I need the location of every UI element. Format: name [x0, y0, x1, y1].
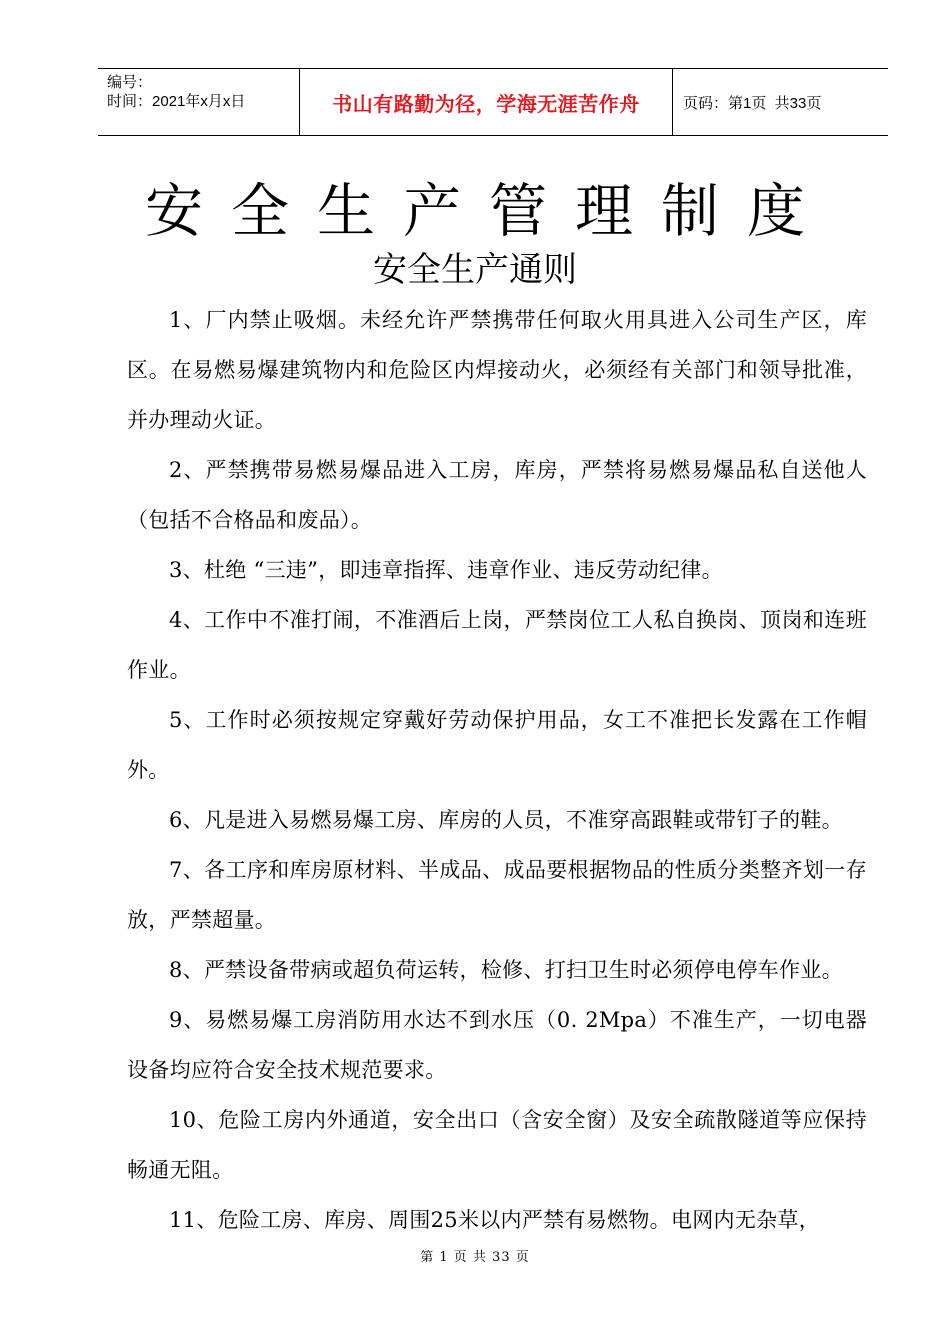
- header-page-info: [673, 69, 888, 135]
- paragraph-7: 7、各工序和库房原材料、半成品、成品要根据物品的性质分类整齐划一存放，严禁超量。: [127, 858, 867, 932]
- document-header: [98, 68, 888, 136]
- header-motto: 书山有路勤为径，学海无涯苦作舟: [300, 69, 673, 135]
- paragraph-11: 11、危险工房、库房、周围25米以内严禁有易燃物。电网内无杂草，: [169, 1208, 821, 1232]
- paragraph-6: 6、凡是进入易燃易爆工房、库房的人员，不准穿高跟鞋或带钉子的鞋。: [169, 808, 843, 832]
- document-subtitle: 安全生产通则: [373, 250, 577, 290]
- paragraph-8: 8、严禁设备带病或超负荷运转，检修、打扫卫生时必须停电停车作业。: [169, 958, 843, 982]
- paragraph-4: 4、工作中不准打闹，不准酒后上岗，严禁岗位工人私自换岗、顶岗和连班作业。: [127, 608, 867, 682]
- document-body: [127, 295, 867, 1245]
- document-number-label: 编号：: [107, 74, 153, 91]
- document-time-label: 时间：2021年x月x日: [107, 93, 246, 110]
- paragraph-5: 5、工作时必须按规定穿戴好劳动保护用品，女工不准把长发露在工作帽外。: [127, 708, 867, 782]
- paragraph-9: 9、易燃易爆工房消防用水达不到水压（0. 2Mpa）不准生产，一切电器设备均应符合安全技术规范要求。: [127, 1008, 867, 1082]
- paragraph-1: 1、厂内禁止吸烟。未经允许严禁携带任何取火用具进入公司生产区，库区。在易燃易爆建筑物内和危险区内焊接动火，必须经有关部门和领导批准，并办理动火证。: [127, 308, 867, 432]
- page-footer: 第 1 页 共 33 页: [420, 1250, 530, 1265]
- header-meta: [98, 69, 300, 135]
- document-title: 安全生产管理制度: [144, 177, 833, 245]
- page-info-text: 页码：第1页 共33页: [683, 94, 822, 112]
- paragraph-3: 3、杜绝 “三违”，即违章指挥、违章作业、违反劳动纪律。: [169, 558, 723, 582]
- paragraph-2: 2、严禁携带易燃易爆品进入工房，库房，严禁将易燃易爆品私自送他人（包括不合格品和废品）。: [127, 458, 867, 532]
- paragraph-10: 10、危险工房内外通道，安全出口（含安全窗）及安全疏散隧道等应保持畅通无阻。: [127, 1108, 867, 1182]
